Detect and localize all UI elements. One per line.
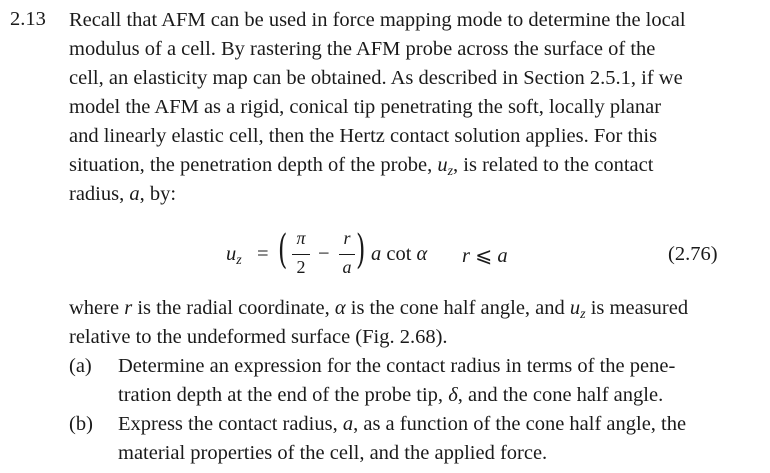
- problem-number: 2.13: [10, 8, 46, 30]
- equation-number: (2.76): [668, 243, 718, 265]
- equation-right-paren: ): [356, 227, 366, 273]
- fraction-bar-2: [339, 254, 355, 255]
- fraction-2-denominator: 2: [296, 257, 306, 277]
- penetration-variable: u: [437, 154, 448, 176]
- equation-minus: −: [318, 243, 330, 265]
- part-b-line-1: Express the contact radius, a, as a function of the cone half angle, the: [118, 413, 687, 435]
- fraction-pi-numerator: π: [296, 228, 306, 248]
- intro-line-7-tail: , by:: [139, 183, 177, 205]
- part-a-line-2: tration depth at the end of the probe tip, δ, and the cone half angle.: [118, 384, 664, 406]
- fraction-bar-1: [292, 254, 310, 255]
- after-line-1: where r is the radial coordinate, α is the cone half angle, and $u_z$ is measured: [69, 297, 689, 322]
- part-b-label: (b): [69, 413, 93, 435]
- part-b-line-2: material properties of the cell, and the applied force.: [118, 442, 548, 464]
- intro-line-3: cell, an elasticity map can be obtained. As described in Section 2.5.1, if we: [69, 67, 683, 89]
- part-a-label: (a): [69, 355, 92, 377]
- intro-line-1: Recall that AFM can be used in force mapping mode to determine the local: [69, 9, 686, 31]
- intro-line-7: [69, 181, 176, 207]
- fraction-a-denominator: a: [342, 257, 352, 277]
- contact-radius-variable-b: a: [342, 413, 354, 435]
- equation-condition: r ⩽ a: [462, 245, 508, 267]
- intro-line-2: modulus of a cell. By rastering the AFM probe across the surface of the: [69, 38, 656, 60]
- part-a-line-1: Determine an expression for the contact radius in terms of the pene-: [118, 355, 676, 377]
- intro-line-6: [69, 152, 653, 178]
- equation-rhs: a cot α: [371, 243, 428, 265]
- equation-lhs: $u_z$: [226, 243, 242, 268]
- equation-2-76: [226, 226, 546, 286]
- equation-equals: =: [257, 243, 269, 265]
- intro-line-7-text: radius,: [69, 183, 130, 205]
- delta-variable: δ: [448, 384, 458, 406]
- after-line-2: relative to the undeformed surface (Fig. 2.68).: [69, 326, 448, 348]
- intro-line-4: model the AFM as a rigid, conical tip penetrating the soft, locally planar: [69, 96, 662, 118]
- intro-line-5: and linearly elastic cell, then the Hertz contact solution applies. For this: [69, 125, 658, 147]
- fraction-r-numerator: r: [343, 228, 351, 248]
- intro-line-6-text: situation, the penetration depth of the probe,: [69, 154, 438, 176]
- contact-radius-variable: a: [129, 183, 140, 205]
- penetration-subscript: z: [447, 164, 454, 179]
- intro-line-6-tail: , is related to the contact: [453, 154, 654, 176]
- equation-left-paren: (: [278, 227, 288, 273]
